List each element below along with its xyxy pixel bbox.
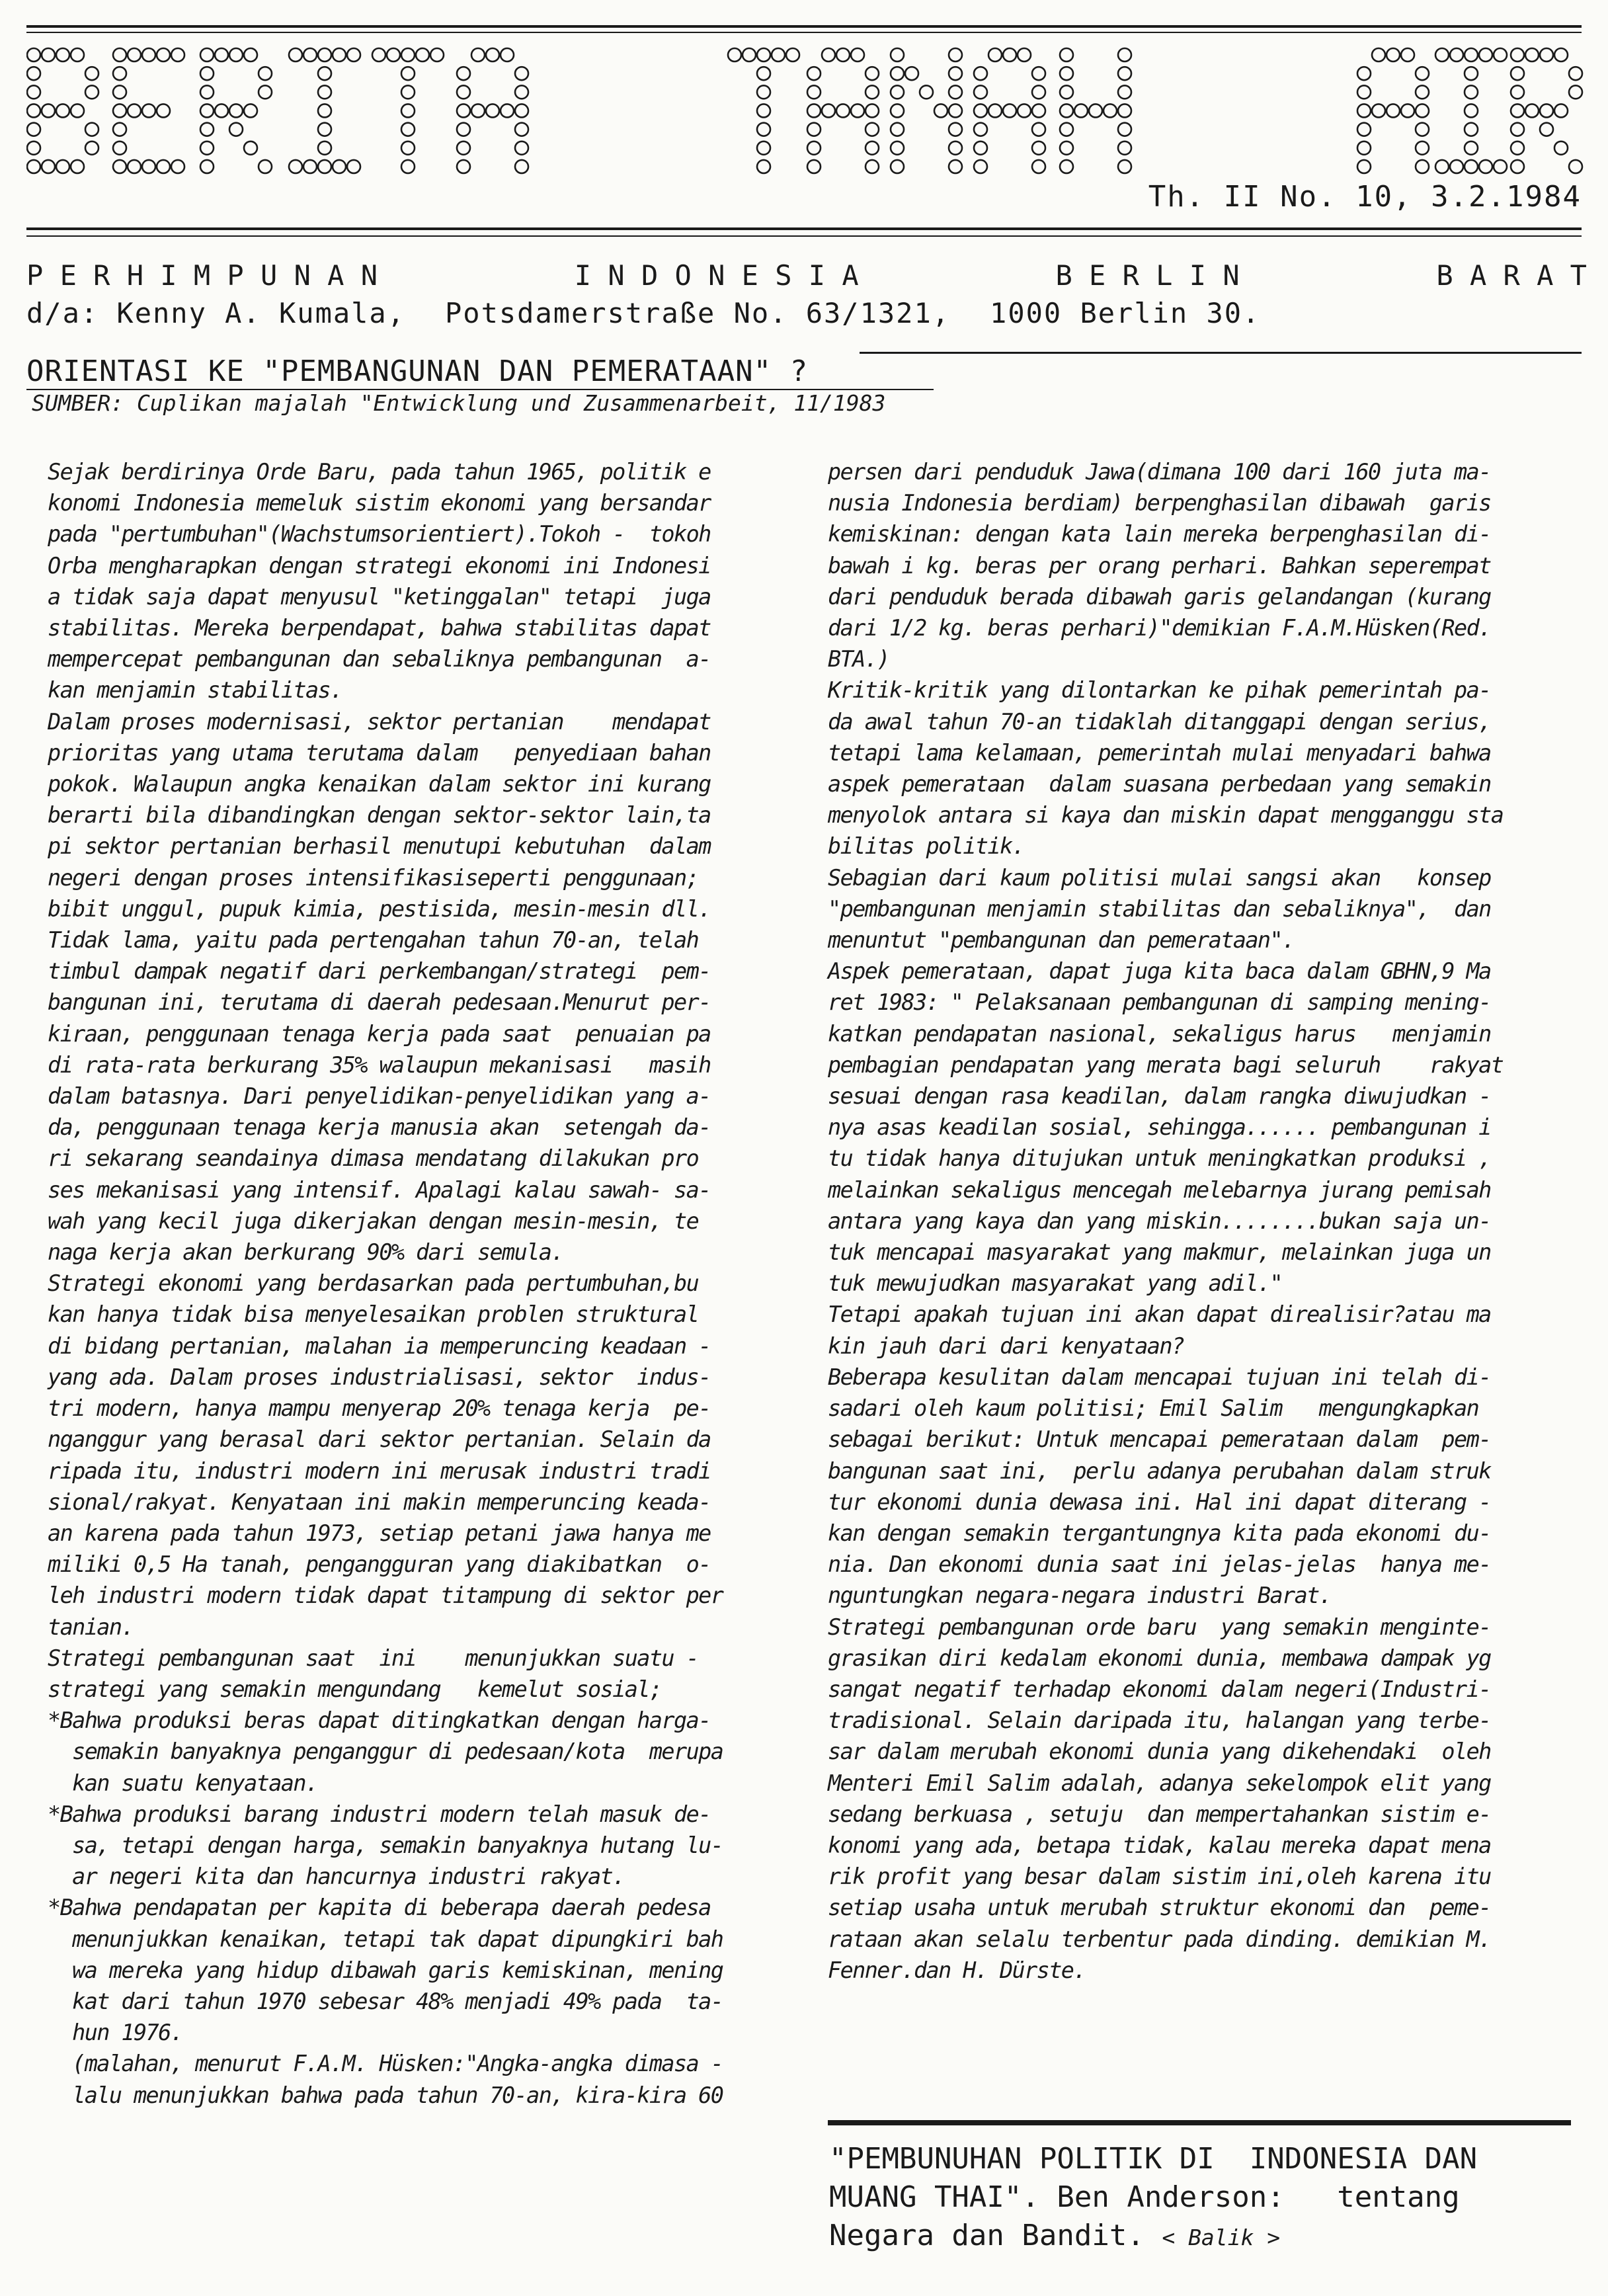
masthead-bead	[1569, 67, 1582, 80]
masthead-bead	[1032, 104, 1045, 117]
masthead-bead	[1118, 123, 1131, 136]
masthead-bead	[807, 85, 821, 99]
masthead-bead	[1357, 67, 1371, 80]
masthead-bead	[949, 160, 962, 173]
masthead-bead	[1060, 85, 1073, 99]
masthead-bead	[1032, 85, 1045, 99]
masthead-bead	[1032, 123, 1045, 136]
masthead-bead	[229, 104, 243, 117]
masthead-bead	[318, 123, 331, 136]
masthead-bead	[401, 48, 415, 62]
masthead-bead	[229, 48, 243, 62]
masthead-bead	[200, 160, 214, 173]
masthead-bead	[471, 104, 485, 117]
masthead-bead	[1416, 104, 1429, 117]
masthead-bead	[200, 85, 214, 99]
masthead-bead	[259, 160, 272, 173]
masthead-bead	[501, 48, 514, 62]
masthead-bead	[1416, 123, 1429, 136]
masthead-bead	[318, 104, 331, 117]
org-word: P E R H I M P U N A N	[26, 259, 378, 292]
masthead-bead	[1525, 104, 1539, 117]
masthead-bead	[457, 142, 470, 155]
masthead-bead	[1435, 48, 1449, 62]
masthead-bead	[347, 48, 360, 62]
address-part: d/a: Kenny A. Kumala,	[26, 297, 406, 329]
masthead-bead	[1372, 48, 1385, 62]
masthead-bead	[113, 48, 126, 62]
masthead-bead	[1479, 48, 1492, 62]
masthead-bead	[1450, 48, 1463, 62]
masthead-bead	[1032, 67, 1045, 80]
masthead-bead	[401, 142, 415, 155]
masthead-bead	[42, 104, 55, 117]
masthead-bead	[974, 123, 987, 136]
masthead-bead	[1465, 160, 1478, 173]
masthead-bead	[757, 123, 770, 136]
masthead-bead	[372, 48, 385, 62]
masthead-bead	[85, 142, 99, 155]
masthead-bead	[1357, 142, 1371, 155]
masthead-bead	[401, 160, 415, 173]
masthead-bead	[1372, 104, 1385, 117]
masthead-bead	[1387, 48, 1400, 62]
masthead-bead	[430, 48, 444, 62]
masthead-bead	[786, 48, 799, 62]
masthead-bead	[1003, 48, 1016, 62]
masthead-bead	[142, 48, 155, 62]
masthead-bead	[200, 48, 214, 62]
masthead-bead	[891, 85, 904, 99]
masthead-bead	[1118, 160, 1131, 173]
org-word: B E R L I N	[1055, 259, 1240, 292]
masthead-bead	[1465, 104, 1478, 117]
masthead-bead	[401, 85, 415, 99]
masthead-bead	[1511, 160, 1524, 173]
masthead-bead	[113, 160, 126, 173]
teaser-box	[829, 2140, 1596, 2257]
masthead-bead	[515, 123, 528, 136]
masthead-bead	[71, 160, 84, 173]
masthead-bead	[1540, 104, 1553, 117]
masthead-bead	[318, 142, 331, 155]
masthead-bead	[1465, 142, 1478, 155]
masthead-bead	[865, 123, 879, 136]
masthead-bead	[486, 104, 499, 117]
masthead-bead	[457, 85, 470, 99]
masthead-bead	[949, 123, 962, 136]
masthead-bead	[416, 48, 429, 62]
org-word: I N D O N E S I A	[574, 259, 859, 292]
masthead-bead	[1494, 48, 1507, 62]
masthead-bead	[71, 104, 84, 117]
masthead-bead	[1089, 104, 1102, 117]
masthead-bead	[318, 67, 331, 80]
masthead-bead	[865, 85, 879, 99]
masthead-bead	[27, 160, 40, 173]
masthead-bead	[229, 123, 243, 136]
masthead-bead	[1401, 48, 1414, 62]
teaser-rule	[828, 2120, 1571, 2125]
masthead-bead	[772, 48, 785, 62]
masthead-bead	[128, 104, 141, 117]
masthead-bead	[318, 85, 331, 99]
masthead-bead	[215, 104, 228, 117]
masthead-bead	[1554, 142, 1568, 155]
masthead-bead	[128, 48, 141, 62]
masthead-bead	[457, 67, 470, 80]
masthead-bead	[891, 48, 904, 62]
masthead-bead	[949, 85, 962, 99]
masthead-bead	[142, 160, 155, 173]
masthead-bead	[27, 142, 40, 155]
masthead-bead	[865, 142, 879, 155]
masthead-bead	[807, 67, 821, 80]
masthead-bead	[71, 48, 84, 62]
masthead-bead	[1511, 48, 1524, 62]
masthead-bead	[1554, 104, 1568, 117]
masthead-bead	[244, 48, 257, 62]
masthead-bead	[27, 85, 40, 99]
masthead-bead	[988, 104, 1002, 117]
masthead-bead	[1387, 104, 1400, 117]
masthead-bead	[27, 123, 40, 136]
masthead-bead	[891, 123, 904, 136]
masthead-bead	[1357, 85, 1371, 99]
masthead-bead	[85, 67, 99, 80]
masthead-bead	[949, 67, 962, 80]
masthead-bead	[259, 85, 272, 99]
masthead-bead	[974, 160, 987, 173]
masthead-bead	[1511, 123, 1524, 136]
masthead-bead	[1118, 67, 1131, 80]
masthead-bead	[807, 142, 821, 155]
masthead-bead	[113, 142, 126, 155]
masthead-bead	[157, 160, 170, 173]
masthead-bead	[1525, 48, 1539, 62]
masthead-bead	[974, 104, 987, 117]
masthead-bead	[1074, 104, 1088, 117]
masthead-bead	[949, 104, 962, 117]
masthead-bead	[1118, 85, 1131, 99]
top-rule-thin	[26, 32, 1582, 33]
masthead-bead	[1060, 142, 1073, 155]
masthead-bead	[318, 48, 331, 62]
organization-address	[26, 297, 1587, 329]
masthead-bead	[836, 104, 850, 117]
address-part: 1000 Berlin 30.	[990, 297, 1261, 329]
organization-block	[26, 259, 1587, 329]
masthead-bead	[244, 104, 257, 117]
masthead-bead	[757, 85, 770, 99]
masthead-bead	[1554, 48, 1568, 62]
masthead-bead	[988, 48, 1002, 62]
masthead-bead	[303, 160, 317, 173]
masthead-bead	[865, 104, 879, 117]
masthead-bead	[1465, 48, 1478, 62]
masthead-bead	[56, 160, 69, 173]
masthead-bead	[865, 160, 879, 173]
masthead-bead	[1357, 123, 1371, 136]
masthead-bead	[865, 67, 879, 80]
masthead-bead	[1118, 48, 1131, 62]
masthead-bead	[974, 142, 987, 155]
masthead-bead	[457, 160, 470, 173]
masthead-bead	[891, 160, 904, 173]
masthead-bead	[1416, 85, 1429, 99]
masthead-bead	[171, 48, 184, 62]
masthead-bead	[807, 160, 821, 173]
masthead-bead	[1357, 160, 1371, 173]
address-part: Potsdamerstraße No. 63/1321,	[445, 297, 951, 329]
masthead-bead	[27, 104, 40, 117]
masthead-bead	[949, 48, 962, 62]
masthead-bead	[1465, 123, 1478, 136]
masthead-bead	[471, 48, 485, 62]
masthead-bead	[1118, 142, 1131, 155]
masthead-bead	[56, 104, 69, 117]
masthead-bead	[822, 48, 835, 62]
masthead-bead	[1540, 48, 1553, 62]
masthead-bead	[1540, 123, 1553, 136]
masthead-bead	[401, 104, 415, 117]
masthead-bead	[851, 48, 864, 62]
masthead-bead	[515, 85, 528, 99]
masthead-bead	[157, 104, 170, 117]
masthead-bead	[401, 67, 415, 80]
masthead-bead	[1032, 142, 1045, 155]
masthead-bead	[401, 123, 415, 136]
masthead-bead	[1357, 104, 1371, 117]
masthead-bead	[1435, 160, 1449, 173]
masthead-bead	[157, 48, 170, 62]
masthead-bead	[757, 104, 770, 117]
masthead-bead	[891, 142, 904, 155]
masthead-bead	[318, 160, 331, 173]
masthead-bead	[42, 160, 55, 173]
masthead-bead	[1416, 160, 1429, 173]
masthead-bead	[515, 67, 528, 80]
masthead-bead	[757, 48, 770, 62]
masthead-bead	[56, 48, 69, 62]
masthead-bead	[1401, 104, 1414, 117]
masthead-bead	[974, 67, 987, 80]
masthead-bead	[27, 48, 40, 62]
masthead-bead	[85, 123, 99, 136]
back-link[interactable]: < Balik >	[1162, 2225, 1281, 2250]
masthead-bead	[728, 48, 741, 62]
masthead-bead	[1511, 85, 1524, 99]
masthead-logo	[26, 38, 1587, 184]
masthead-bead	[200, 67, 214, 80]
masthead-bead	[200, 123, 214, 136]
masthead-bead	[486, 48, 499, 62]
masthead-bead	[259, 67, 272, 80]
masthead-rule	[26, 227, 1582, 230]
organization-name	[26, 259, 1587, 292]
issue-info: Th. II No. 10, 3.2.1984	[1148, 180, 1582, 214]
masthead-bead	[851, 104, 864, 117]
masthead-bead	[333, 160, 346, 173]
masthead-bead	[1118, 104, 1131, 117]
masthead-bead	[1060, 48, 1073, 62]
masthead-bead	[333, 48, 346, 62]
masthead-bead	[215, 48, 228, 62]
top-rule	[26, 25, 1582, 28]
masthead-bead	[1032, 160, 1045, 173]
masthead-bead	[836, 48, 850, 62]
masthead-bead	[1060, 104, 1073, 117]
masthead-bead	[347, 160, 360, 173]
masthead-bead	[807, 123, 821, 136]
masthead-bead	[920, 85, 933, 99]
masthead-bead	[1511, 142, 1524, 155]
masthead-bead	[891, 67, 904, 80]
masthead-bead	[891, 104, 904, 117]
masthead-bead	[200, 142, 214, 155]
masthead-bead	[743, 48, 756, 62]
masthead-bead	[457, 104, 470, 117]
masthead-bead	[113, 104, 126, 117]
masthead-bead	[1416, 67, 1429, 80]
masthead-bead	[1569, 85, 1582, 99]
masthead-bead	[85, 85, 99, 99]
masthead-bead	[1511, 104, 1524, 117]
masthead-bead	[113, 85, 126, 99]
org-rule	[860, 352, 1582, 354]
masthead-bead	[142, 104, 155, 117]
masthead-bead	[289, 48, 302, 62]
masthead-bead	[1060, 160, 1073, 173]
masthead-bead	[807, 104, 821, 117]
masthead-bead	[1018, 48, 1031, 62]
masthead-bead	[757, 160, 770, 173]
masthead-bead	[27, 67, 40, 80]
masthead-bead	[1018, 104, 1031, 117]
masthead-bead	[128, 160, 141, 173]
masthead-bead	[757, 142, 770, 155]
masthead-bead	[1479, 160, 1492, 173]
masthead-bead	[1003, 104, 1016, 117]
masthead-bead	[822, 104, 835, 117]
masthead-bead	[457, 123, 470, 136]
masthead-bead	[757, 67, 770, 80]
masthead-bead	[1104, 104, 1117, 117]
masthead-bead	[289, 160, 302, 173]
masthead-bead	[1060, 123, 1073, 136]
masthead-bead	[1494, 160, 1507, 173]
masthead-bead	[1450, 160, 1463, 173]
masthead-bead	[515, 142, 528, 155]
masthead-bead	[1511, 67, 1524, 80]
teaser-text: "PEMBUNUHAN POLITIK DI INDONESIA DAN MUANG THAI". Ben Anderson: tentang Negara dan Bandit.	[829, 2142, 1478, 2252]
masthead-bead	[949, 142, 962, 155]
article-source: SUMBER: Cuplikan majalah "Entwicklung und Zusammenarbeit, 11/1983	[32, 390, 886, 416]
masthead-rule-thin	[26, 235, 1582, 237]
masthead-bead	[1465, 67, 1478, 80]
masthead-bead	[1416, 142, 1429, 155]
masthead-bead	[1569, 160, 1582, 173]
masthead-bead	[303, 48, 317, 62]
article-column-right: persen dari penduduk Jawa(dimana 100 dari 160 juta ma- nusia Indonesia berdiam) berpenghasilan dibawah garis kemiskinan: dengan kata lain mereka berpenghasilan di- bawah i kg. beras per orang perhari. Bahkan seperempat dari penduduk berada dibawah garis gelandangan (kurang dari 1/2 kg. beras perhari)"demikian F.A.M.Hüsken(Red. BTA.) Kritik-kritik yang dilontarkan ke pihak pemerintah pa- da awal tahun 70-an tidaklah ditanggapi dengan serius, tetapi lama kelamaan, pemerintah mulai menyadari bahwa aspek pemerataan dalam suasana perbedaan yang semakin menyolok antara si kaya dan miskin dapat mengganggu sta bilitas politik. Sebagian dari kaum politisi mulai sangsi akan konsep "pembangunan menjamin stabilitas dan sebaliknya", dan menuntut "pembangunan dan pemerataan". Aspek pemerataan, dapat juga kita baca dalam GBHN,9 Ma ret 1983: " Pelaksanaan pembangunan di samping mening- katkan pendapatan nasional, sekaligus harus menjamin pembagian pendapatan yang merata bagi seluruh rakyat sesuai dengan rasa keadilan, dalam rangka diwujudkan - nya asas keadilan sosial, sehingga...... pembangunan i tu tidak hanya ditujukan untuk meningkatkan produksi , melainkan sekaligus mencegah melebarnya jurang pemisah antara yang kaya dan yang miskin........bukan saja un- tuk mencapai masyarakat yang makmur, melainkan juga un tuk mewujudkan masyarakat yang adil." Tetapi apakah tujuan ini akan dapat direalisir?atau ma kin jauh dari dari kenyataan? Beberapa kesulitan dalam mencapai tujuan ini telah di- sadari oleh kaum politisi; Emil Salim mengungkapkan sebagai berikut: Untuk mencapai pemerataan dalam pem- bangunan saat ini, perlu adanya perubahan dalam struk tur ekonomi dunia dewasa ini. Hal ini dapat diterang - kan dengan semakin tergantungnya kita pada ekonomi du- nia. Dan ekonomi dunia saat ini jelas-jelas hanya me- nguntungkan negara-negara industri Barat. Strategi pembangunan orde baru yang semakin menginte- grasikan diri kedalam ekonomi dunia, membawa dampak yg sangat negatif terhadap ekonomi dalam negeri(Industri- tradisional. Selain daripada itu, halangan yang terbe- sar dalam merubah ekonomi dunia yang dikehendaki oleh Menteri Emil Salim adalah, adanya sekelompok elit yang sedang berkuasa , setuju dan mempertahankan sistim e- konomi yang ada, betapa tidak, kalau mereka dapat mena rik profit yang besar dalam sistim ini,oleh karena itu setiap usaha untuk merubah struktur ekonomi dan peme- rataan akan selalu terbentur pada dinding. demikian M. Fenner.dan H. Dürste.	[828, 459, 1504, 1983]
masthead	[26, 38, 1587, 184]
masthead-bead	[1060, 67, 1073, 80]
masthead-bead	[501, 104, 514, 117]
masthead-bead	[905, 67, 918, 80]
masthead-bead	[974, 85, 987, 99]
masthead-bead	[113, 67, 126, 80]
masthead-bead	[113, 123, 126, 136]
masthead-bead	[200, 104, 214, 117]
masthead-bead	[244, 142, 257, 155]
org-word: B A R A T	[1436, 259, 1587, 292]
masthead-bead	[1465, 85, 1478, 99]
article-title: ORIENTASI KE "PEMBANGUNAN DAN PEMERATAAN" ?	[26, 354, 809, 388]
masthead-bead	[515, 160, 528, 173]
masthead-bead	[515, 104, 528, 117]
masthead-bead	[42, 48, 55, 62]
masthead-bead	[387, 48, 400, 62]
masthead-bead	[171, 160, 184, 173]
masthead-bead	[934, 104, 947, 117]
article-column-left: Sejak berdirinya Orde Baru, pada tahun 1965, politik e konomi Indonesia memeluk sistim ekonomi yang bersandar pada "pertumbuhan"(Wachstumsorientiert).Tokoh - tokoh Orba mengharapkan dengan strategi ekonomi ini Indonesi a tidak saja dapat menyusul "ketinggalan" tetapi juga stabilitas. Mereka berpendapat, bahwa stabilitas dapat mempercepat pembangunan dan sebaliknya pembangunan a- kan menjamin stabilitas. Dalam proses modernisasi, sektor pertanian mendapat prioritas yang utama terutama dalam penyediaan bahan pokok. Walaupun angka kenaikan dalam sektor ini kurang berarti bila dibandingkan dengan sektor-sektor lain,ta pi sektor pertanian berhasil menutupi kebutuhan dalam negeri dengan proses intensifikasiseperti penggunaan; bibit unggul, pupuk kimia, pestisida, mesin-mesin dll. Tidak lama, yaitu pada pertengahan tahun 70-an, telah timbul dampak negatif dari perkembangan/strategi pem- bangunan ini, terutama di daerah pedesaan.Menurut per- kiraan, penggunaan tenaga kerja pada saat penuaian pa di rata-rata berkurang 35% walaupun mekanisasi masih dalam batasnya. Dari penyelidikan-penyelidikan yang a- da, penggunaan tenaga kerja manusia akan setengah da- ri sekarang seandainya dimasa mendatang dilakukan pro ses mekanisasi yang intensif. Apalagi kalau sawah- sa- wah yang kecil juga dikerjakan dengan mesin-mesin, te naga kerja akan berkurang 90% dari semula. Strategi ekonomi yang berdasarkan pada pertumbuhan,bu kan hanya tidak bisa menyelesaikan problen struktural di bidang pertanian, malahan ia memperuncing keadaan - yang ada. Dalam proses industrialisasi, sektor indus- tri modern, hanya mampu menyerap 20% tenaga kerja pe- nganggur yang berasal dari sektor pertanian. Selain da ripada itu, industri modern ini merusak industri tradi sional/rakyat. Kenyataan ini makin memperuncing keada- an karena pada tahun 1973, setiap petani jawa hanya me miliki 0,5 Ha tanah, pengangguran yang diakibatkan o- leh industri modern tidak dapat titampung di sektor per tanian. Strategi pembangunan saat ini menunjukkan suatu - strategi yang semakin mengundang kemelut sosial; *Bahwa produksi beras dapat ditingkatkan dengan harga- semakin banyaknya penganggur di pedesaan/kota merupa kan suatu kenyataan. *Bahwa produksi barang industri modern telah masuk de- sa, tetapi dengan harga, semakin banyaknya hutang lu- ar negeri kita dan hancurnya industri rakyat. *Bahwa pendapatan per kapita di beberapa daerah pedesa menunjukkan kenaikan, tetapi tak dapat dipungkiri bah wa mereka yang hidup dibawah garis kemiskinan, mening kat dari tahun 1970 sebesar 48% menjadi 49% pada ta- hun 1976. (malahan, menurut F.A.M. Hüsken:"Angka-angka dimasa - lalu menunjukkan bahwa pada tahun 70-an, kira-kira 60	[48, 459, 723, 2108]
